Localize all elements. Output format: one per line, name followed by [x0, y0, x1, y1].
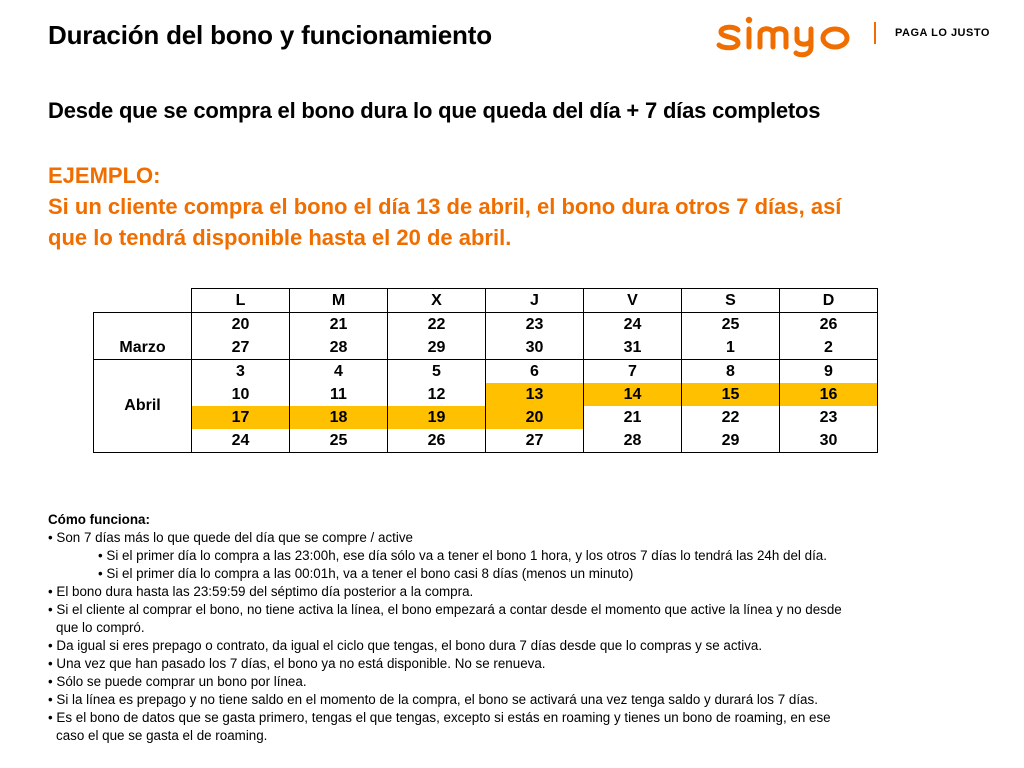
how-item: • Si el cliente al comprar el bono, no tiene activa la línea, el bono empezará a contar desde el momento que active la línea y no desde [48, 602, 842, 617]
how-item-continuation: que lo compró. [56, 620, 145, 635]
day-cell-highlighted: 14 [584, 383, 682, 406]
day-header: V [584, 289, 682, 313]
week-row [94, 429, 878, 453]
simyo-logo [716, 14, 856, 58]
day-cell: 22 [682, 406, 780, 429]
how-item: • Da igual si eres prepago o contrato, da igual el ciclo que tengas, el bono dura 7 días desde que lo compras y se activa. [48, 638, 763, 653]
day-cell: 29 [682, 429, 780, 453]
example-line: que lo tendrá disponible hasta el 20 de abril. [48, 225, 512, 250]
how-subitem: • Si el primer día lo compra a las 00:01h, va a tener el bono casi 8 días (menos un minuto) [98, 566, 634, 581]
day-cell: 23 [780, 406, 878, 429]
how-it-works [48, 511, 998, 745]
day-cell: 28 [290, 336, 388, 360]
day-cell: 27 [192, 336, 290, 360]
day-header: D [780, 289, 878, 313]
day-cell: 30 [780, 429, 878, 453]
month-label-marzo: Marzo [94, 313, 192, 360]
day-cell: 7 [584, 360, 682, 384]
day-cell: 25 [682, 313, 780, 337]
day-cell: 28 [584, 429, 682, 453]
how-heading: Cómo funciona: [48, 512, 150, 527]
day-cell: 26 [780, 313, 878, 337]
day-cell-highlighted: 17 [192, 406, 290, 429]
calendar-corner [94, 289, 192, 313]
day-cell: 6 [486, 360, 584, 384]
day-cell: 22 [388, 313, 486, 337]
day-cell: 10 [192, 383, 290, 406]
day-cell: 8 [682, 360, 780, 384]
day-cell: 5 [388, 360, 486, 384]
day-cell: 11 [290, 383, 388, 406]
day-cell: 23 [486, 313, 584, 337]
example-label: EJEMPLO: [48, 163, 161, 188]
week-row [94, 313, 878, 337]
how-item: • Es el bono de datos que se gasta primero, tengas el que tengas, excepto si estás en roaming y tienes un bono de roaming, en ese [48, 710, 831, 725]
day-cell-highlighted: 13 [486, 383, 584, 406]
example-line: Si un cliente compra el bono el día 13 de abril, el bono dura otros 7 días, así [48, 194, 842, 219]
logo-divider [874, 22, 876, 44]
day-cell-highlighted: 18 [290, 406, 388, 429]
day-header: M [290, 289, 388, 313]
month-label-abril: Abril [94, 360, 192, 453]
week-row [94, 360, 878, 384]
day-cell: 27 [486, 429, 584, 453]
how-item: • Sólo se puede comprar un bono por línea. [48, 674, 307, 689]
day-header: L [192, 289, 290, 313]
day-cell-highlighted: 16 [780, 383, 878, 406]
brand-tagline: PAGA LO JUSTO [895, 27, 990, 39]
day-cell-highlighted: 15 [682, 383, 780, 406]
day-cell-highlighted: 19 [388, 406, 486, 429]
week-row [94, 336, 878, 360]
day-cell: 12 [388, 383, 486, 406]
subtitle: Desde que se compra el bono dura lo que queda del día + 7 días completos [48, 98, 821, 123]
day-cell: 2 [780, 336, 878, 360]
week-row [94, 383, 878, 406]
week-row [94, 406, 878, 429]
day-cell: 24 [584, 313, 682, 337]
day-cell: 21 [290, 313, 388, 337]
how-item: • Una vez que han pasado los 7 días, el bono ya no está disponible. No se renueva. [48, 656, 546, 671]
day-cell: 29 [388, 336, 486, 360]
day-header: S [682, 289, 780, 313]
day-cell: 31 [584, 336, 682, 360]
how-item: • Son 7 días más lo que quede del día que se compre / active [48, 530, 413, 545]
day-cell: 21 [584, 406, 682, 429]
day-header: X [388, 289, 486, 313]
day-cell: 30 [486, 336, 584, 360]
calendar-header-row [94, 289, 878, 313]
day-cell: 20 [192, 313, 290, 337]
page-title: Duración del bono y funcionamiento [48, 20, 492, 50]
how-item-continuation: caso el que se gasta el de roaming. [56, 728, 268, 743]
example-block [48, 160, 988, 253]
day-cell-highlighted: 20 [486, 406, 584, 429]
day-header: J [486, 289, 584, 313]
how-subitem: • Si el primer día lo compra a las 23:00h, ese día sólo va a tener el bono 1 hora, y los otros 7 días lo tendrá las 24h del día. [98, 548, 827, 563]
day-cell: 3 [192, 360, 290, 384]
day-cell: 1 [682, 336, 780, 360]
day-cell: 25 [290, 429, 388, 453]
how-item: • Si la línea es prepago y no tiene saldo en el momento de la compra, el bono se activará una vez tenga saldo y durará los 7 días. [48, 692, 818, 707]
how-item: • El bono dura hasta las 23:59:59 del séptimo día posterior a la compra. [48, 584, 474, 599]
calendar-table [93, 288, 878, 453]
simyo-wordmark-icon [716, 14, 856, 58]
day-cell: 9 [780, 360, 878, 384]
day-cell: 4 [290, 360, 388, 384]
day-cell: 26 [388, 429, 486, 453]
day-cell: 24 [192, 429, 290, 453]
